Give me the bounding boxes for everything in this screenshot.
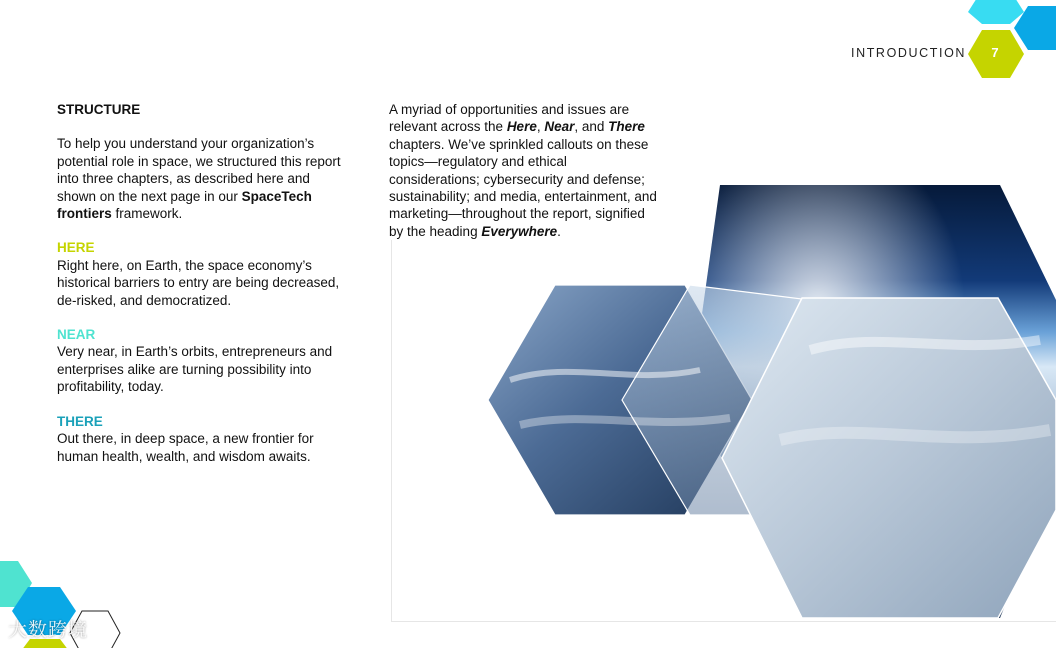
intro-text-start: To help you understand your organization’s potential role in space, we structured this report into three chapters, as described here and shown on the next page in our <box>57 136 341 204</box>
near-chapter-name: Near <box>544 119 575 135</box>
callouts-text-2: , <box>536 119 545 135</box>
intro-text-end: framework. <box>111 206 183 222</box>
cloud-streak-2 <box>520 418 730 425</box>
structure-title: STRUCTURE <box>57 102 141 117</box>
there-chapter-name: There <box>608 119 645 135</box>
there-text: Out there, in deep space, a new frontier for human health, wealth, and wisdom awaits. <box>57 431 314 464</box>
here-heading: HERE <box>57 240 95 256</box>
callouts-text-3: , and <box>574 119 609 135</box>
near-block <box>57 326 347 396</box>
earth-collage-svg <box>480 180 1056 625</box>
callouts-text-5: . <box>557 223 561 239</box>
cloud-streak-4 <box>780 430 1050 440</box>
here-text: Right here, on Earth, the space economy’s historical barriers to entry are being decreased, de-risked, and democratized. <box>57 257 340 308</box>
there-block <box>57 413 347 465</box>
near-text: Very near, in Earth’s orbits, entrepreneurs and enterprises alike are turning possibility into profitability, today. <box>57 344 333 395</box>
section-label: INTRODUCTION <box>851 46 967 60</box>
near-heading: NEAR <box>57 327 96 343</box>
here-chapter-name: Here <box>506 119 537 135</box>
everywhere-heading-name: Everywhere <box>481 223 558 239</box>
frame-line-vertical <box>391 240 392 622</box>
earth-hexagon-collage <box>480 180 1056 625</box>
there-heading: THERE <box>57 413 103 429</box>
callouts-text-1: A myriad of opportunities and issues are relevant across the <box>389 102 630 135</box>
structure-intro <box>57 135 347 222</box>
cyan-hexagon <box>968 0 1024 24</box>
callouts-text-4: chapters. We’ve sprinkled callouts on these topics—regulatory and ethical considerations; cybersecurity and defense; sustainability; and media, entertainment, and marketing—throughout the report, signified by the heading <box>389 136 657 239</box>
top-hexagon-cluster <box>960 0 1056 90</box>
page-number: 7 <box>991 45 999 60</box>
here-block <box>57 239 347 309</box>
frontiers-framework-name: SpaceTech frontiers <box>57 188 312 222</box>
watermark: 大数跨境 <box>8 620 89 641</box>
structure-column <box>57 101 347 482</box>
